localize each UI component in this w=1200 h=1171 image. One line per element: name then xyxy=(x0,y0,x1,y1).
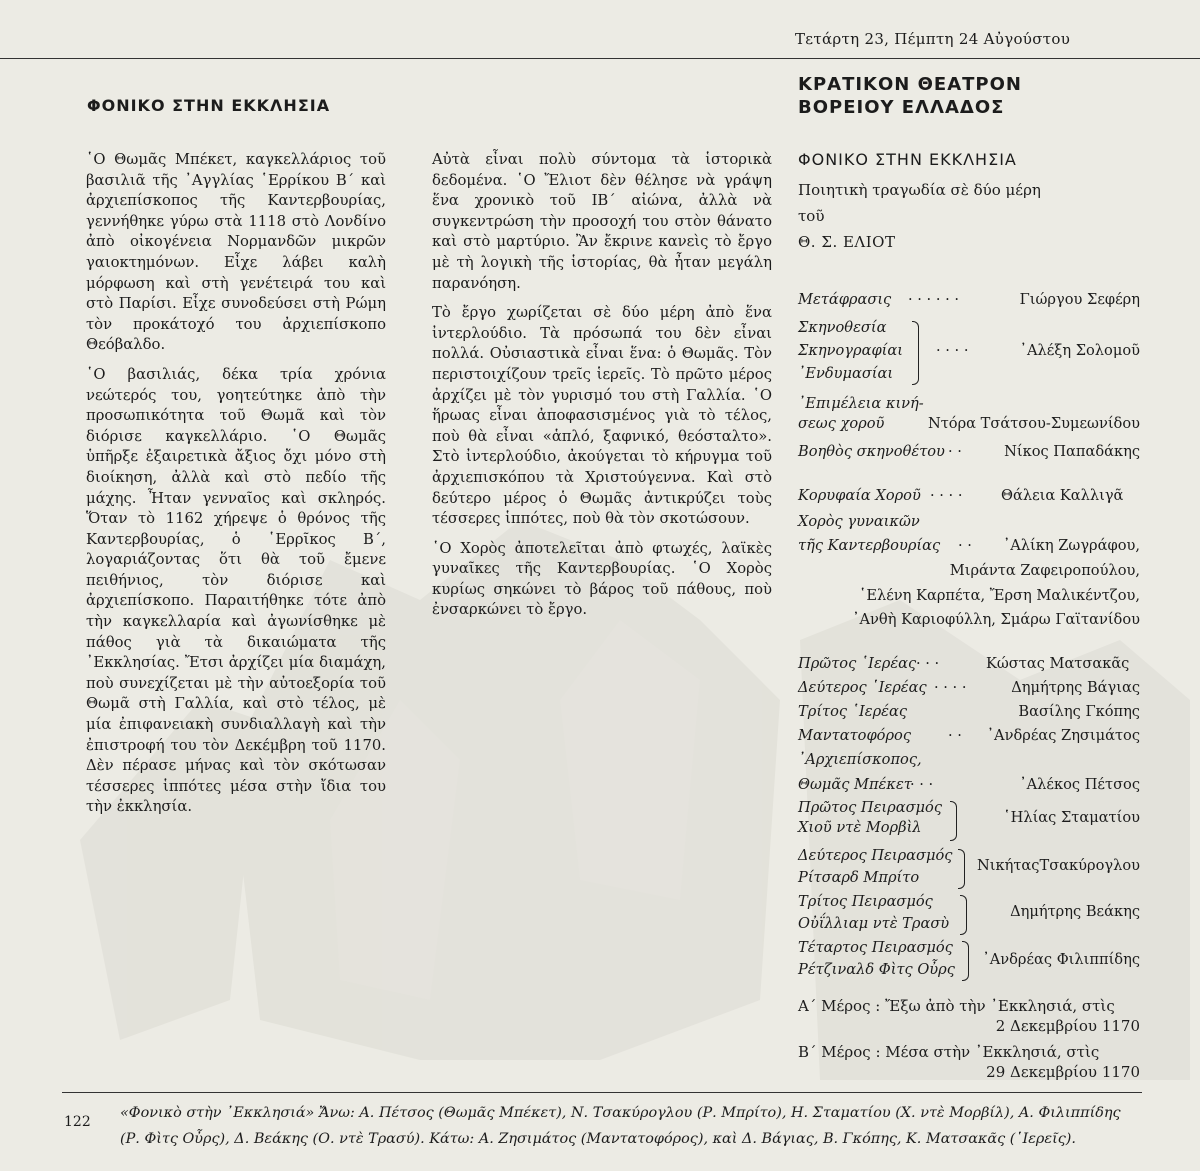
credit-role: ᾿Επιμέλεια κινή- xyxy=(798,395,924,412)
credit-role: Ρέτζιναλδ Φὶτς Οὖρς xyxy=(798,961,955,978)
photo-caption xyxy=(120,1100,1142,1152)
paragraph: ῾Ο Θωμᾶς Μπέκετ, καγκελλάριος τοῦ βασιλιᾶ τῆς ᾿Αγγλίας ῾Ερρίκου Β΄ καὶ ἀρχιεπίσκοπος τῆς Καντερβουρίας, γεννήθηκε γύρω στὰ 1118 στὸ Λονδίνο ἀπὸ οἰκογένεια Νορμανδῶν μικρῶν γαιοκτημόνων. Εἶχε λάβει καλὴ μόρφωση καὶ στὴ γενέτειρά του καὶ στὸ Παρίσι. Εἶχε συνοδεύσει στὴ Ρώμη τὸν προκάτοχό του ἀρχιεπίσκοπο Θεόβαλδο. xyxy=(86,151,386,354)
credit-person: ᾿Ανθὴ Καριοφύλλη, Σμάρω Γαϊτανίδου xyxy=(852,611,1140,628)
credit-role: Πρῶτος Πειρασμός xyxy=(798,799,942,816)
caption-line-1: «Φονικὸ στὴν ᾿Εκκλησιά» Ἄνω: Α. Πέτσος (Θωμᾶς Μπέκετ), Ν. Τσακύρογλου (Ρ. Μπρίτο), Η. Σταματίου (Χ. ντὲ Μορβίλ), Α. Φιλιππίδης xyxy=(120,1105,1121,1121)
credit-person: ΝικήταςΤσακύρογλου xyxy=(977,857,1140,874)
credit-row xyxy=(798,485,1140,507)
credit-row xyxy=(798,774,1140,796)
leader-dots: · · · xyxy=(916,655,940,672)
theater-line-2: ΒΟΡΕΙΟΥ ΕΛΛΑΔΟΣ xyxy=(798,97,1005,118)
credit-person: Βασίλης Γκόπης xyxy=(1018,703,1140,720)
credit-row xyxy=(798,511,1140,533)
leader-dots: · · · · · · xyxy=(908,291,960,308)
article-column-2 xyxy=(432,150,772,630)
credit-person: ῾Ελένη Καρπέτα, Ἔρση Μαλικέντζου, xyxy=(859,587,1140,604)
parts-schedule xyxy=(798,996,1140,1082)
part-a-line1: Α΄ Μέρος : Ἔξω ἀπὸ τὴν ᾿Εκκλησιά, στὶς xyxy=(798,997,1115,1015)
credit-role: Θωμᾶς Μπέκετ xyxy=(798,776,912,793)
credit-role: Βοηθὸς σκηνοθέτου xyxy=(798,443,945,460)
credit-person: Ντόρα Τσάτσου-Συμεωνίδου xyxy=(927,415,1140,432)
play-title: ΦΟΝΙΚΟ ΣΤΗΝ ΕΚΚΛΗΣΙΑ xyxy=(798,150,1017,169)
credit-row xyxy=(798,393,1140,415)
credits-list xyxy=(798,289,1140,989)
part-b-line1: Β΄ Μέρος : Μέσα στὴν ᾿Εκκλησιά, στὶς xyxy=(798,1043,1100,1061)
leader-dots: · · · · xyxy=(936,342,969,359)
credit-row xyxy=(798,701,1140,723)
part-b-line2: 29 Δεκεμβρίου 1170 xyxy=(986,1063,1140,1081)
credit-row xyxy=(798,677,1140,699)
theater-line-1: ΚΡΑΤΙΚΟΝ ΘΕΑΤΡΟΝ xyxy=(798,74,1022,95)
leader-dots: · · · · xyxy=(930,487,963,504)
leader-dots: · · xyxy=(958,537,972,554)
article-column-1 xyxy=(86,150,386,827)
credit-role: Χορὸς γυναικῶν xyxy=(798,513,920,530)
credit-row xyxy=(798,441,1140,463)
credit-role: Οὐΐλλιαμ ντὲ Τρασὺ xyxy=(798,915,950,932)
credit-role: Τέταρτος Πειρασμός xyxy=(798,939,953,956)
caption-line-2: (Ρ. Φὶτς Οὖρς), Δ. Βεάκης (Ο. ντὲ Τρασύ). Κάτω: Α. Ζησιμάτος (Μαντατοφόρος), καὶ Δ. Βάγιας, Β. Γκόπης, Κ. Ματσακᾶς (῾Ιερεῖς). xyxy=(120,1131,1076,1147)
credit-row xyxy=(798,609,1140,631)
credit-person: ῾Ηλίας Σταματίου xyxy=(1003,809,1140,826)
credit-row xyxy=(798,535,1140,557)
part-a-line2: 2 Δεκεμβρίου 1170 xyxy=(995,1017,1140,1035)
credit-row xyxy=(798,363,1140,385)
leader-dots: · · xyxy=(948,443,962,460)
play-subtitle: Ποιητικὴ τραγωδία σὲ δύο μέρη xyxy=(798,181,1041,199)
header-date: Τετάρτη 23, Πέμπτη 24 Αὐγούστου xyxy=(795,30,1071,48)
credit-row xyxy=(798,585,1140,607)
credit-role: Πρῶτος ῾Ιερέας xyxy=(798,655,917,672)
credit-role: Κορυφαία Χοροῦ xyxy=(798,487,921,504)
credit-role: Τρίτος ῾Ιερέας xyxy=(798,703,908,720)
credit-person: ᾿Αλέκος Πέτσος xyxy=(1019,776,1140,793)
header-rule xyxy=(0,58,1200,59)
credit-row xyxy=(798,725,1140,747)
credit-person: ᾿Ανδρέας Φιλιππίδης xyxy=(982,951,1140,968)
credit-person: Κώστας Ματσακᾶς xyxy=(986,655,1130,672)
credit-person: Μιράντα Ζαφειροπούλου, xyxy=(949,562,1140,579)
credit-row xyxy=(798,949,1140,971)
credit-role: τῆς Καντερβουρίας xyxy=(798,537,941,554)
credit-person: Νίκος Παπαδάκης xyxy=(1004,443,1140,460)
credit-role: Σκηνοθεσία xyxy=(798,319,887,336)
credit-row xyxy=(798,653,1140,675)
credit-row xyxy=(798,901,1140,923)
leader-dots: · · xyxy=(948,727,962,744)
credit-role: Ρίτσαρδ Μπρίτο xyxy=(798,869,920,886)
play-by: τοῦ xyxy=(798,207,825,225)
credit-role: Δεύτερος Πειρασμός xyxy=(798,847,953,864)
credit-role: Σκηνογραφίαι xyxy=(798,342,903,359)
credit-person: ᾿Ανδρέας Ζησιμάτος xyxy=(986,727,1140,744)
credit-row xyxy=(798,560,1140,582)
credit-role: Μαντατοφόρος xyxy=(798,727,912,744)
paragraph: Αὐτὰ εἶναι πολὺ σύντομα τὰ ἱστορικὰ δεδομένα. ῾Ο Ἔλιοτ δὲν θέλησε νὰ γράψη ἕνα χρονικὸ τοῦ ΙΒ΄ αἰώνα, ἀλλὰ νὰ συγκεντρώση τὴν προσοχή του στὸν θάνατο καὶ στὸ μαρτύριο. Ἂν ἔκρινε κανεὶς τὸ ἔργο μὲ τὴ λογικὴ τῆς ἱστορίας, θὰ ἦταν μεγάλη παρανόηση. xyxy=(432,151,772,292)
credit-person: Γιώργου Σεφέρη xyxy=(1019,291,1140,308)
credit-row xyxy=(798,749,1140,771)
credit-role: ᾿Αρχιεπίσκοπος, xyxy=(798,751,922,768)
credit-person: Δημήτρης Βεάκης xyxy=(1010,903,1140,920)
credit-row xyxy=(798,289,1140,311)
leader-dots: · · · · xyxy=(934,679,967,696)
credit-row xyxy=(798,855,1140,877)
paragraph: ῾Ο Χορὸς ἀποτελεῖται ἀπὸ φτωχές, λαϊκὲς γυναῖκες τῆς Καντερβουρίας. ῾Ο Χορὸς κυρίως σηκώνει τὸ βάρος τοῦ πάθους, ποὺ ἐνσαρκώνει τὸ ἔργο. xyxy=(432,539,772,619)
credit-row xyxy=(798,340,1140,362)
credit-role: Δεύτερος ῾Ιερέας xyxy=(798,679,927,696)
credit-role: ᾿Ενδυμασίαι xyxy=(798,365,894,382)
paragraph: ῾Ο βασιλιάς, δέκα τρία χρόνια νεώτερός του, γοητεύτηκε ἀπὸ τὴν προσωπικότητα τοῦ Θωμᾶ καὶ τὸν διόρισε καγκελλάριο. ῾Ο Θωμᾶς ὑπῆρξε ἐξαιρετικὰ ἄξιος ὄχι μόνο στὴ διοίκηση, ἀλλὰ καὶ στὸ πεδίο τῆς μάχης. Ἦταν γενναῖος καὶ σκληρός. Ὅταν τὸ 1162 χήρεψε ὁ θρόνος τῆς Καντερβουρίας, ὁ ῾Ερρῖκος Β΄, λογαριάζοντας ὅτι θὰ τοῦ ἔμενε πειθήνιος, τὸν διόρισε καὶ ἀρχιεπίσκοπο. Παραιτήθηκε τότε ἀπὸ τὴν καγκελλαρία καὶ ἀγωνίσθηκε μὲ πάθος γιὰ τὰ δικαιώματα τῆς ᾿Εκκλησίας. Ἔτσι ἀρχίζει μία διαμάχη, ποὺ συνεχίζεται μὲ τὴν αὐτοεξορία τοῦ Θωμᾶ στὴ Γαλλία, καὶ στὸ τέλος, μὲ μία ἐπιφανειακὴ συνδιαλλαγὴ καὶ τὴν ἐπιστροφή του τὸν Δεκέμβρη τοῦ 1170. Δὲν πέρασε μήνας καὶ τὸν σκότωσαν τέσσερες ἱππότες μέσα στὴν ἴδια του τὴν ἐκκλησία. xyxy=(86,365,386,816)
credit-row xyxy=(798,807,1140,829)
credit-role: Χιοῦ ντὲ Μορβὶλ xyxy=(798,819,922,836)
page-number: 122 xyxy=(64,1114,91,1130)
leader-dots: · · · xyxy=(910,776,934,793)
credit-person: Δημήτρης Βάγιας xyxy=(1011,679,1140,696)
play-heading xyxy=(798,150,1140,251)
credit-role: Τρίτος Πειρασμός xyxy=(798,893,933,910)
credit-role: Μετάφρασις xyxy=(798,291,892,308)
credit-person: ᾿Αλέξη Σολομοῦ xyxy=(1019,342,1140,359)
article-title: ΦΟΝΙΚΟ ΣΤΗΝ ΕΚΚΛΗΣΙΑ xyxy=(87,96,331,115)
play-author: Θ. Σ. ΕΛΙΟΤ xyxy=(798,233,896,251)
credit-person: Θάλεια Καλλιγᾶ xyxy=(1001,487,1124,504)
credit-person: ᾿Αλίκη Ζωγράφου, xyxy=(1002,537,1140,554)
theater-name xyxy=(798,73,1022,119)
footer-rule xyxy=(62,1092,1142,1093)
credit-row xyxy=(798,317,1140,339)
credit-row xyxy=(798,413,1140,435)
credit-role: σεως χοροῦ xyxy=(798,415,885,432)
paragraph: Τὸ ἔργο χωρίζεται σὲ δύο μέρη ἀπὸ ἕνα ἰντερλούδιο. Τὰ πρόσωπά του δὲν εἶναι πολλά. Οὐσιαστικὰ εἶναι ἕνα: ὁ Θωμᾶς. Τὸν περιστοιχίζουν τρεῖς ἱερεῖς. Τὸ πρῶτο μέρος ἀρχίζει μὲ τὸν γυρισμό του στὴ Γαλλία. ῾Ο ἥρωας εἶναι ἀποφασισμένος γιὰ τὸ τέλος, ποὺ θὰ εἶναι «ἁπλό, ξαφνικό, θεόσταλτο». Στὸ ἰντερλούδιο, ἀκούγεται τὸ κήρυγμα τοῦ ἀρχιεπισκόπου τὰ Χριστούγεννα. Καὶ στὸ δεύτερο μέρος ὁ Θωμᾶς ἀντικρύζει τοὺς τέσσερες ἱππότες, ποὺ θὰ τὸν σκοτώσουν. xyxy=(432,304,772,528)
brace xyxy=(912,321,919,385)
